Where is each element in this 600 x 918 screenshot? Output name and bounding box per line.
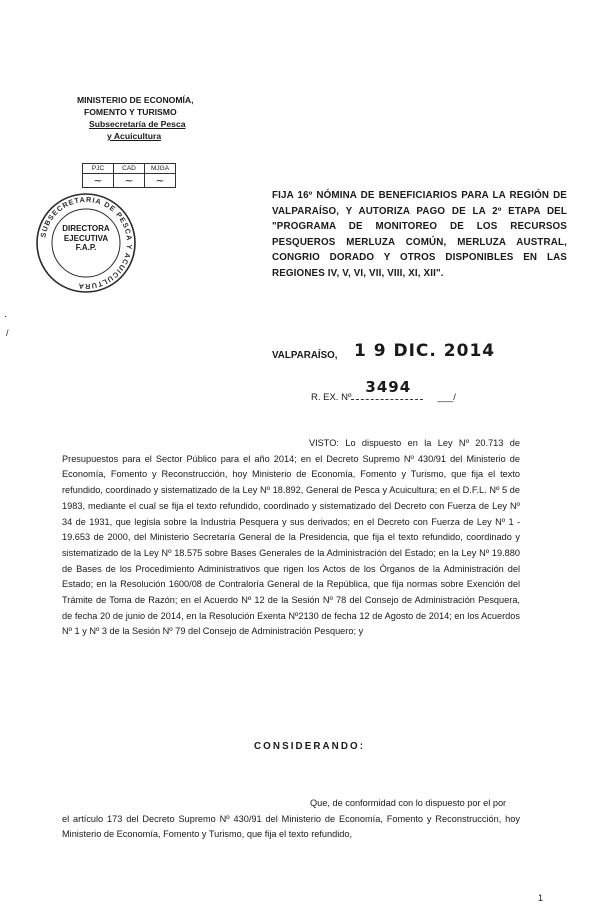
initials-header-cad: CAD bbox=[114, 164, 145, 174]
initials-signature-mjga: ~ bbox=[145, 174, 176, 188]
ministry-name-line2: FOMENTO Y TURISMO bbox=[84, 107, 177, 117]
subsecretaria-text2: y Acuicultura bbox=[107, 131, 162, 141]
resolution-prefix: R. EX. Nº bbox=[311, 392, 352, 403]
ministry-name-line1: MINISTERIO DE ECONOMÍA, bbox=[77, 95, 194, 105]
visto-paragraph bbox=[62, 436, 520, 640]
resolution-number-field bbox=[351, 378, 423, 400]
considerando-heading: CONSIDERANDO: bbox=[254, 741, 366, 752]
subsecretaria-line1 bbox=[89, 118, 186, 130]
resolution-number: 3494 bbox=[365, 378, 412, 396]
visto-text: Lo dispuesto en la Ley Nº 20.713 de Presupuestos para el Sector Público para el año 2014; en el Decreto Supremo Nº 430/91 del Ministerio de Economía, Fomento y Reconstrucción, hoy Ministerio de Economía, Fomento y Turismo, que fija el texto refundido, coordinado y sistematizado de la Ley Nº 18.892, General de Pesca y Acuicultura; en el D.F.L. Nº 5 de 1983, mediante el cual se fija el texto refundido, coordinado y sistematizado del Decreto con Fuerza de Ley Nº 34 de 1931, que legisla sobre la Industria Pesquera y sus derivados; en el Decreto con Fuerza de Ley Nº 1 - 19.653 de 2000, del Ministerio Secretaría General de la Presidencia, que fija el texto refundido, coordinado y sistematizado de la Ley Nº 18.575 sobre Bases Generales de la Administración del Estado; en la Ley Nº 19.880 de Bases de los Procedimiento Administrativos que rigen los Actos de los Órganos de la Administración del Estado; en la Resolución 1600/08 de Contraloría General de la República, que fija normas sobre Exención del Trámite de Toma de Razón; en el Acuerdo Nº 12 de la Sesión Nº 78 del Consejo de Administración Pesquera, de fecha 20 de junio de 2014, en la Resolución Exenta Nº2130 de fecha 12 de Agosto de 2014; en los Acuerdos Nº 1 y Nº 3 de la Sesión Nº 79 del Consejo de Administración Pesquero; y bbox=[62, 438, 520, 637]
initials-signature-cad: ~ bbox=[114, 174, 145, 188]
initials-signature-pjc: ~ bbox=[83, 174, 114, 188]
seal-center-line2: EJECUTIVA bbox=[63, 233, 109, 243]
subsecretaria-text1: Subsecretaría de Pesca bbox=[89, 119, 186, 129]
page-number: 1 bbox=[538, 893, 544, 903]
visto-label: VISTO: bbox=[309, 438, 339, 448]
initials-header-pjc: PJC bbox=[83, 164, 114, 174]
considerando-first-line: Que, de conformidad con lo dispuesto por el por bbox=[310, 798, 507, 808]
margin-mark: / bbox=[6, 328, 9, 338]
initials-header-mjga: MJGA bbox=[145, 164, 176, 174]
subsecretaria-line2 bbox=[107, 130, 161, 142]
city-label: VALPARAÍSO, bbox=[272, 350, 338, 361]
seal-center-line3: F.A.P. bbox=[75, 243, 97, 252]
resolution-line bbox=[311, 378, 456, 403]
considerando-paragraph bbox=[62, 796, 520, 843]
date-stamp: 1 9 DIC. 2014 bbox=[354, 341, 496, 361]
initials-table bbox=[82, 163, 176, 188]
seal-center bbox=[33, 224, 139, 253]
margin-mark: ⋅ bbox=[4, 312, 8, 323]
considerando-text: el artículo 173 del Decreto Supremo Nº 430/91 del Ministerio de Economía, Fomento y Reconstrucción, hoy Ministerio de Economía, Fomento y Turismo, que fija el texto refundido, bbox=[62, 813, 520, 840]
official-seal bbox=[33, 190, 139, 296]
resolution-suffix: ___/ bbox=[437, 392, 456, 403]
document-title: FIJA 16º NÓMINA DE BENEFICIARIOS PARA LA REGIÓN DE VALPARAÍSO, Y AUTORIZA PAGO DE LA 2º ETAPA DEL "PROGRAMA DE MONITOREO DE LOS RECURSOS PESQUEROS MERLUZA COMÚN, MERLUZA AUSTRAL, CONGRIO DORADO Y OTROS DISPONIBLES EN LAS REGIONES IV, V, VI, VII, VIII, XI, XII". bbox=[272, 190, 567, 279]
seal-outer-text: SUBSECRETARIA DE PESCA Y ACUICULTURA bbox=[38, 194, 135, 292]
seal-center-line1: DIRECTORA bbox=[62, 224, 110, 233]
